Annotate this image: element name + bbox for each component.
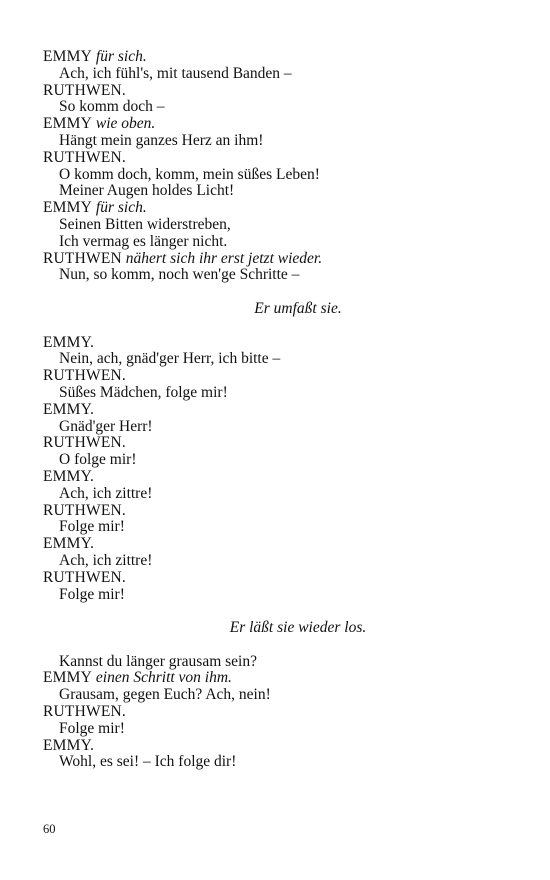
blank-line bbox=[43, 603, 513, 620]
speaker-name: EMMY. bbox=[43, 333, 95, 351]
speaker-line bbox=[43, 251, 513, 268]
verse-line: Seinen Bitten widerstreben, bbox=[59, 215, 231, 233]
speaker-name: EMMY bbox=[43, 115, 93, 133]
verse-line: Folge mir! bbox=[59, 585, 125, 603]
blank-line bbox=[43, 318, 513, 335]
speaker-line bbox=[43, 402, 513, 419]
speaker-line bbox=[43, 368, 513, 385]
verse-line: Ach, ich zittre! bbox=[59, 551, 153, 569]
verse-line: Meiner Augen holdes Licht! bbox=[59, 182, 235, 200]
verse-line: Folge mir! bbox=[59, 719, 125, 737]
verse-line: Hängt mein ganzes Herz an ihm! bbox=[59, 131, 264, 149]
verse-line: Kannst du länger grausam sein? bbox=[59, 652, 257, 670]
speaker-name: RUTHWEN. bbox=[43, 367, 126, 385]
verse-line: Nein, ach, gnäd'ger Herr, ich bitte – bbox=[59, 350, 281, 368]
speaker-line bbox=[43, 570, 513, 587]
page-number: 60 bbox=[43, 822, 56, 836]
speaker-name: RUTHWEN. bbox=[43, 703, 126, 721]
speaker-name: RUTHWEN. bbox=[43, 434, 126, 452]
speaker-line bbox=[43, 704, 513, 721]
verse-line: So komm doch – bbox=[59, 98, 165, 116]
speaker-name: RUTHWEN bbox=[43, 249, 122, 267]
verse-line: Nun, so komm, noch wen'ge Schritte – bbox=[59, 266, 300, 284]
speaker-line bbox=[43, 200, 513, 217]
speaker-line bbox=[43, 670, 513, 687]
speaker-line bbox=[43, 738, 513, 755]
speaker-line bbox=[43, 116, 513, 133]
stage-direction-inline: einen Schritt von ihm. bbox=[95, 669, 232, 687]
speaker-name: RUTHWEN. bbox=[43, 501, 126, 519]
blank-line bbox=[43, 284, 513, 301]
blank-line bbox=[43, 637, 513, 654]
speaker-line bbox=[43, 435, 513, 452]
speaker-name: EMMY bbox=[43, 669, 93, 687]
verse-line: Folge mir! bbox=[59, 518, 125, 536]
verse-line: Ach, ich zittre! bbox=[59, 484, 153, 502]
speaker-name: EMMY. bbox=[43, 736, 95, 754]
speaker-line bbox=[43, 469, 513, 486]
speaker-name: EMMY. bbox=[43, 535, 95, 553]
stage-direction: Er umfaßt sie. bbox=[254, 299, 342, 317]
stage-direction: Er läßt sie wieder los. bbox=[229, 619, 367, 637]
speaker-name: RUTHWEN. bbox=[43, 568, 126, 586]
speaker-line bbox=[43, 83, 513, 100]
speaker-name: EMMY. bbox=[43, 467, 95, 485]
play-text bbox=[43, 49, 513, 771]
speaker-line bbox=[43, 49, 513, 66]
speaker-name: EMMY bbox=[43, 48, 93, 65]
verse-line: Grausam, gegen Euch? Ach, nein! bbox=[59, 686, 271, 704]
verse-line: Gnäd'ger Herr! bbox=[59, 417, 153, 435]
stage-direction-inline: für sich. bbox=[95, 199, 147, 217]
speaker-name: RUTHWEN. bbox=[43, 81, 126, 99]
speaker-line bbox=[43, 536, 513, 553]
speaker-line bbox=[43, 150, 513, 167]
verse-line: O folge mir! bbox=[59, 451, 137, 469]
stage-direction-inline: nähert sich ihr erst jetzt wieder. bbox=[125, 249, 323, 267]
stage-direction-inline: für sich. bbox=[95, 48, 147, 65]
speaker-name: EMMY bbox=[43, 199, 93, 217]
verse-line: Wohl, es sei! – Ich folge dir! bbox=[59, 753, 237, 771]
verse-line: O komm doch, komm, mein süßes Leben! bbox=[59, 165, 320, 183]
speaker-line bbox=[43, 503, 513, 520]
speaker-line bbox=[43, 335, 513, 352]
verse-line: Ach, ich fühl's, mit tausend Banden – bbox=[59, 64, 292, 82]
stage-direction-inline: wie oben. bbox=[95, 115, 156, 133]
verse-line: Süßes Mädchen, folge mir! bbox=[59, 383, 228, 401]
speaker-name: EMMY. bbox=[43, 400, 95, 418]
speaker-name: RUTHWEN. bbox=[43, 148, 126, 166]
verse-line: Ich vermag es länger nicht. bbox=[59, 232, 228, 250]
